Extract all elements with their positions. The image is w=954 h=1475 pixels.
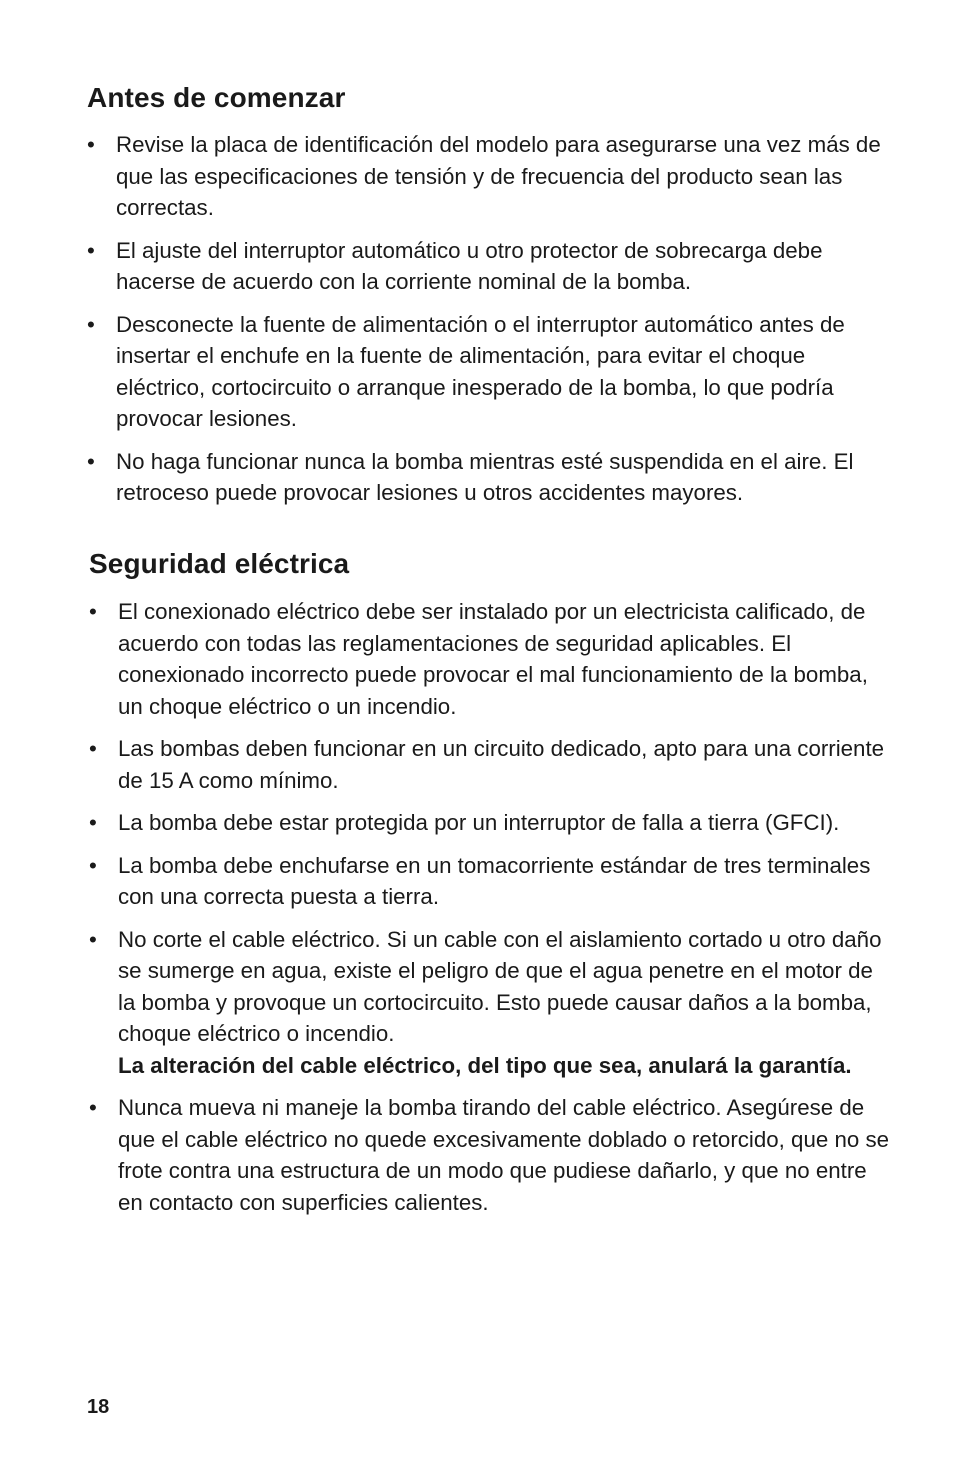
warranty-warning-text: La alteración del cable eléctrico, del tipo que sea, anulará la garantía. — [118, 1052, 852, 1078]
list-item — [89, 596, 889, 722]
bullet-icon: • — [87, 311, 95, 337]
list-item-text: Nunca mueva ni maneje la bomba tirando del cable eléctrico. Asegúrese de que el cable eléctrico no quede excesivamente doblado o retorcido, que no se frote contra una estructura de un modo que pudiese dañarlo, y que no entre en contacto con superficies calientes. — [118, 1095, 889, 1215]
bullet-icon: • — [89, 810, 97, 835]
list-item — [89, 807, 889, 839]
bullet-icon: • — [89, 926, 97, 952]
list-item-text: Desconecte la fuente de alimentación o el interruptor automático antes de insertar el enchufe en la fuente de alimentación, para evitar el choque eléctrico, cortocircuito o arranque inesperado de la bomba, lo que podría provocar lesiones. — [116, 311, 845, 431]
list-item-text: El conexionado eléctrico debe ser instalado por un electricista calificado, de acuerdo con todas las reglamentaciones de seguridad aplicables. El conexionado incorrecto puede provocar el mal funcionamiento de la bomba, un choque eléctrico o un incendio. — [118, 599, 868, 719]
list-item-text: La bomba debe enchufarse en un tomacorriente estándar de tres terminales con una correcta puesta a tierra. — [118, 852, 871, 909]
bullet-icon: • — [87, 237, 95, 263]
list-item — [87, 309, 887, 435]
bullet-icon: • — [89, 852, 97, 878]
list-item — [87, 129, 887, 224]
list-item — [89, 733, 889, 796]
list-item-text: Revise la placa de identificación del modelo para asegurarse una vez más de que las especificaciones de tensión y de frecuencia del producto sean las correctas. — [116, 132, 881, 220]
bullet-list-antes-de-comenzar — [87, 129, 887, 520]
list-item-text: No corte el cable eléctrico. Si un cable con el aislamiento cortado u otro daño se sumerge en agua, existe el peligro de que el agua penetre en el motor de la bomba y provoque un cortocircuito. Esto puede causar daños a la bomba, choque eléctrico o incendio. — [118, 926, 882, 1046]
list-item — [87, 446, 887, 509]
list-item — [89, 1092, 889, 1218]
list-item-text: La bomba debe estar protegida por un interruptor de falla a tierra (GFCI). — [118, 810, 840, 835]
bullet-list-seguridad-electrica — [89, 596, 889, 1229]
bullet-icon: • — [89, 736, 97, 761]
list-item — [87, 235, 887, 298]
bullet-icon: • — [89, 1095, 97, 1120]
list-item-text: No haga funcionar nunca la bomba mientras esté suspendida en el aire. El retroceso puede provocar lesiones u otros accidentes mayores. — [116, 448, 854, 505]
list-item — [89, 850, 889, 913]
page-number: 18 — [87, 1396, 110, 1418]
list-item-text: El ajuste del interruptor automático u otro protector de sobrecarga debe hacerse de acuerdo con la corriente nominal de la bomba. — [116, 237, 823, 294]
list-item — [89, 924, 889, 1082]
bullet-icon: • — [89, 599, 97, 624]
section-title-seguridad-electrica: Seguridad eléctrica — [89, 548, 350, 579]
bullet-icon: • — [87, 132, 95, 157]
section-title-antes-de-comenzar: Antes de comenzar — [87, 82, 346, 113]
list-item-text: Las bombas deben funcionar en un circuito dedicado, apto para una corriente de 15 A como mínimo. — [118, 736, 885, 793]
bullet-icon: • — [87, 448, 95, 474]
